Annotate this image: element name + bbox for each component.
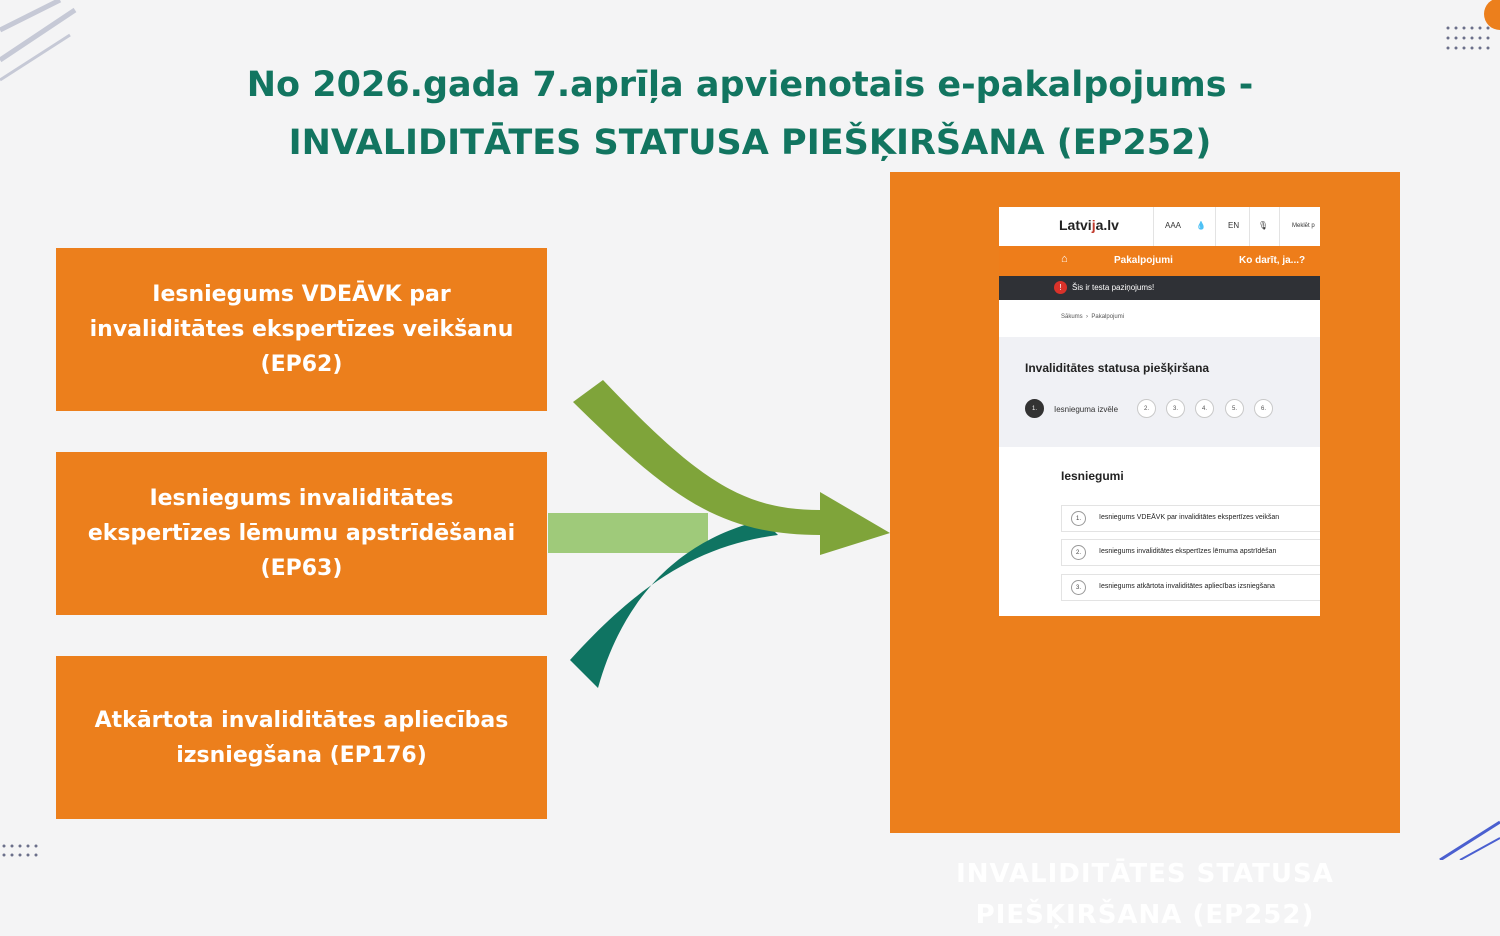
step-1: 1. bbox=[1025, 399, 1044, 418]
search-input[interactable]: Meklēt p bbox=[1292, 223, 1315, 229]
page-title bbox=[0, 56, 1500, 172]
title-line-2: INVALIDITĀTES STATUSA PIEŠĶIRŠANA (EP252) bbox=[288, 123, 1212, 163]
source-label-ep176: Atkārtota invaliditātes apliecības izsniegšana (EP176) bbox=[94, 707, 509, 768]
application-item-2[interactable]: 2. Iesniegums invaliditātes ekspertīzes lēmuma apstrīdēšan bbox=[1061, 539, 1320, 566]
site-navbar bbox=[999, 246, 1320, 276]
step-2: 2. bbox=[1137, 399, 1156, 418]
application-item-1[interactable]: 1. Iesniegums VDEĀVK par invaliditātes ekspertīzes veikšan bbox=[1061, 505, 1320, 532]
language-switch[interactable]: EN bbox=[1228, 221, 1240, 230]
source-box-ep62 bbox=[56, 248, 547, 411]
step-3: 3. bbox=[1166, 399, 1185, 418]
breadcrumb-current: Pakalpojumi bbox=[1091, 314, 1125, 320]
target-label-line-1: INVALIDITĀTES STATUSA bbox=[956, 859, 1334, 889]
notice-text: Šis ir testa paziņojums! bbox=[1072, 283, 1155, 292]
source-box-ep63 bbox=[56, 452, 547, 615]
breadcrumb bbox=[1061, 314, 1124, 320]
nav-services[interactable]: Pakalpojumi bbox=[1114, 255, 1173, 266]
corner-dots-bottom-decoration bbox=[0, 840, 44, 860]
warning-icon: ! bbox=[1054, 281, 1067, 294]
droplet-icon[interactable]: 💧 bbox=[1196, 221, 1206, 230]
microphone-icon[interactable]: 🎙 bbox=[1258, 221, 1269, 230]
arrow-middle bbox=[548, 513, 708, 553]
target-box-ep252 bbox=[890, 172, 1400, 930]
home-icon[interactable]: ⌂ bbox=[1061, 253, 1068, 265]
step-1-label: Iesnieguma izvēle bbox=[1054, 405, 1119, 414]
service-screenshot bbox=[999, 207, 1320, 616]
step-6: 6. bbox=[1254, 399, 1273, 418]
test-notice-bar bbox=[999, 276, 1320, 300]
title-line-1: No 2026.gada 7.aprīļa apvienotais e-pakalpojums - bbox=[246, 65, 1254, 105]
site-header bbox=[999, 207, 1320, 247]
font-size-control[interactable]: AAA bbox=[1165, 221, 1182, 230]
application-item-3[interactable]: 3. Iesniegums atkārtota invaliditātes apliecības izsniegšana bbox=[1061, 574, 1320, 601]
target-label bbox=[890, 854, 1400, 936]
source-label-ep62: Iesniegums VDEĀVK par invaliditātes ekspertīzes veikšanu (EP62) bbox=[89, 282, 514, 377]
breadcrumb-home[interactable]: Sākums bbox=[1061, 314, 1083, 320]
nav-what-to-do[interactable]: Ko darīt, ja...? bbox=[1239, 255, 1306, 266]
step-5: 5. bbox=[1225, 399, 1244, 418]
service-panel bbox=[999, 337, 1320, 447]
corner-orange-circle-decoration bbox=[1470, 0, 1500, 40]
step-4: 4. bbox=[1195, 399, 1214, 418]
breadcrumb-separator: › bbox=[1086, 314, 1089, 320]
service-title: Invaliditātes statusa piešķiršana bbox=[1025, 361, 1210, 375]
merge-arrows bbox=[548, 370, 893, 700]
target-label-line-2: PIEŠĶIRŠANA (EP252) bbox=[975, 900, 1315, 930]
latvija-logo[interactable]: Latvija.lv bbox=[1059, 217, 1119, 233]
source-box-ep176 bbox=[56, 656, 547, 819]
applications-heading: Iesniegumi bbox=[1061, 469, 1124, 483]
source-label-ep63: Iesniegums invaliditātes ekspertīzes lēmumu apstrīdēšanai (EP63) bbox=[87, 486, 516, 581]
corner-blue-stripes-decoration bbox=[1430, 800, 1500, 860]
